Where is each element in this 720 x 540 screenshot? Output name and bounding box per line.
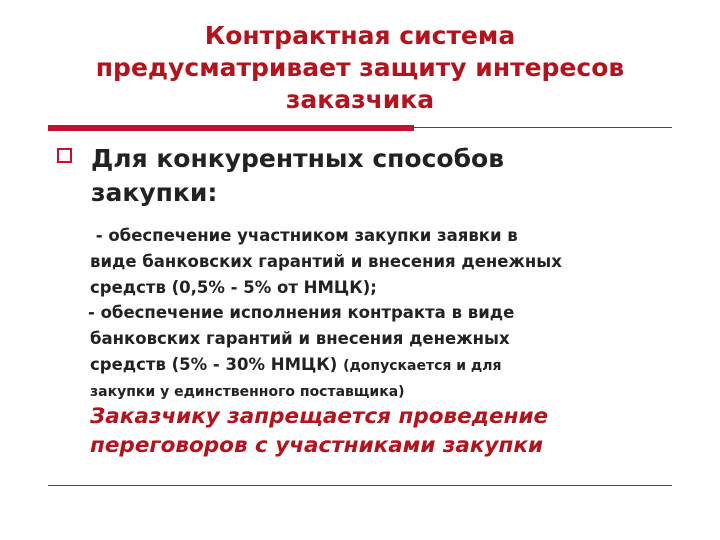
warning-line-2: переговоров с участниками закупки [90,433,544,458]
item2-line-2: банковских гарантий и внесения денежных [90,329,510,348]
list-item-bid-security [90,223,562,301]
section-heading [91,142,504,210]
item2-line-1: - обеспечение исполнения контракта в виде [88,303,515,322]
hollow-square-bullet-icon [57,148,72,163]
item1-line-2: виде банковских гарантий и внесения денежных [90,252,562,271]
title-line-1: Контрактная система [204,21,516,50]
warning-line-1: Заказчику запрещается проведение [90,404,549,429]
bottom-divider [48,485,672,486]
heading-line-2: закупки: [91,178,218,207]
page-title [40,20,680,116]
list-item-contract-security [88,300,514,405]
item1-line-1: - обеспечение участником закупки заявки в [90,226,518,245]
warning-text [90,402,548,460]
item2-line-3 [88,352,514,379]
item2-note-b: закупки у единственного поставщика) [90,384,405,400]
title-line-3: заказчика [285,85,435,114]
title-divider-thick [48,125,414,131]
item2-line-3-main: средств (5% - 30% НМЦК) [90,355,338,374]
title-divider-thin [414,127,672,128]
heading-line-1: Для конкурентных способов [91,144,505,173]
item2-note-a: (допускается и для [343,358,502,374]
item1-line-3: средств (0,5% - 5% от НМЦК); [90,278,377,297]
title-line-2: предусматривает защиту интересов [95,53,625,82]
